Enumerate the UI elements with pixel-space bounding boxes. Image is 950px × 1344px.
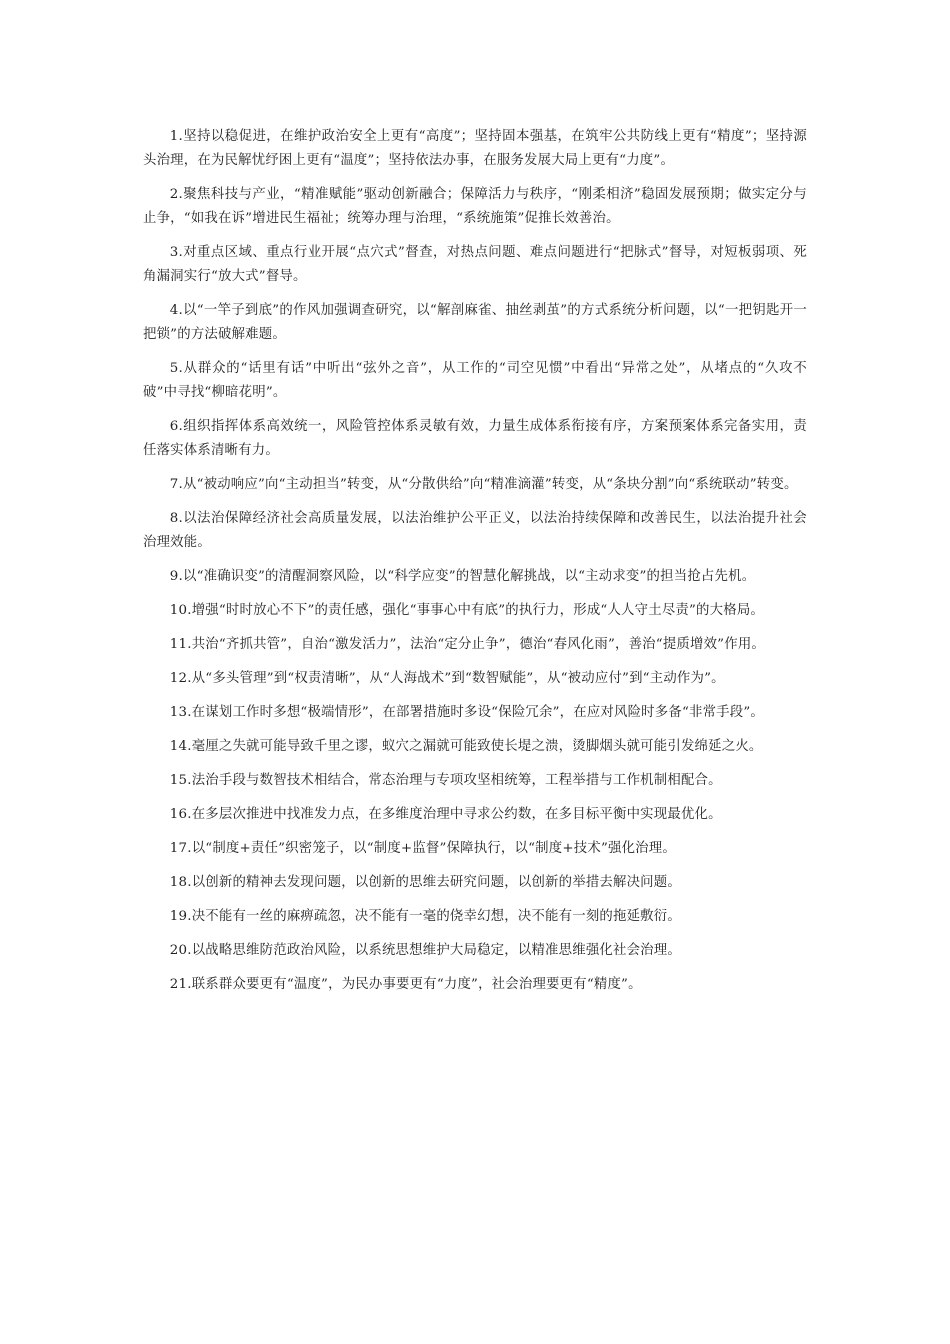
paragraph-4: 4.以“一竿子到底”的作风加强调查研究，以“解剖麻雀、抽丝剥茧”的方式系统分析问题，以“一把钥匙开一把锁”的方法破解难题。 [143, 303, 807, 342]
paragraph-19: 19.决不能有一丝的麻痹疏忽，决不能有一毫的侥幸幻想，决不能有一刻的拖延敷衍。 [169, 909, 681, 924]
paragraph-18: 18.以创新的精神去发现问题，以创新的思维去研究问题，以创新的举措去解决问题。 [169, 875, 681, 890]
document-body [143, 125, 807, 1007]
paragraph-5: 5.从群众的“话里有话”中听出“弦外之音”，从工作的“司空见惯”中看出“异常之处”，从堵点的“久攻不破”中寻找“柳暗花明”。 [143, 361, 807, 400]
paragraph-11: 11.共治“齐抓共管”，自治“激发活力”，法治“定分止争”，德治“春风化雨”，善治“提质增效”作用。 [169, 637, 765, 652]
paragraph-3: 3.对重点区域、重点行业开展“点穴式”督查，对热点问题、难点问题进行“把脉式”督导，对短板弱项、死角漏洞实行“放大式”督导。 [143, 245, 807, 284]
paragraph-16: 16.在多层次推进中找准发力点，在多维度治理中寻求公约数，在多目标平衡中实现最优化。 [169, 807, 722, 822]
paragraph-7: 7.从“被动响应”向“主动担当”转变，从“分散供给”向“精准滴灌”转变，从“条块分割”向“系统联动”转变。 [169, 477, 798, 492]
paragraph-17: 17.以“制度+责任”织密笼子，以“制度+监督”保障执行，以“制度+技术”强化治理。 [169, 841, 676, 856]
paragraph-12: 12.从“多头管理”到“权责清晰”，从“人海战术”到“数智赋能”，从“被动应付”到“主动作为”。 [169, 671, 725, 686]
paragraph-8: 8.以法治保障经济社会高质量发展，以法治维护公平正义，以法治持续保障和改善民生，以法治提升社会治理效能。 [143, 511, 807, 550]
paragraph-21: 21.联系群众要更有“温度”，为民办事要更有“力度”，社会治理要更有“精度”。 [169, 977, 642, 992]
paragraph-13: 13.在谋划工作时多想“极端情形”，在部署措施时多设“保险冗余”，在应对风险时多备“非常手段”。 [169, 705, 764, 720]
paragraph-2: 2.聚焦科技与产业，“精准赋能”驱动创新融合；保障活力与秩序，“刚柔相济”稳固发展预期；做实定分与止争，“如我在诉”增进民生福祉；统筹办理与治理，“系统施策”促推长效善治。 [143, 187, 807, 226]
paragraph-14: 14.毫厘之失就可能导致千里之谬，蚁穴之漏就可能致使长堤之溃，烫脚烟头就可能引发绵延之火。 [169, 739, 763, 754]
paragraph-10: 10.增强“时时放心不下”的责任感，强化“事事心中有底”的执行力，形成“人人守土尽责”的大格局。 [169, 603, 764, 618]
paragraph-1: 1.坚持以稳促进，在维护政治安全上更有“高度”；坚持固本强基，在筑牢公共防线上更有“精度”；坚持源头治理，在为民解忧纾困上更有“温度”；坚持依法办事，在服务发展大局上更有“力度”。 [143, 129, 807, 168]
paragraph-15: 15.法治手段与数智技术相结合，常态治理与专项攻坚相统筹，工程举措与工作机制相配合。 [169, 773, 722, 788]
paragraph-6: 6.组织指挥体系高效统一，风险管控体系灵敏有效，力量生成体系衔接有序，方案预案体系完备实用，责任落实体系清晰有力。 [143, 419, 807, 458]
paragraph-9: 9.以“准确识变”的清醒洞察风险，以“科学应变”的智慧化解挑战，以“主动求变”的担当抢占先机。 [169, 569, 756, 584]
paragraph-20: 20.以战略思维防范政治风险，以系统思想维护大局稳定，以精准思维强化社会治理。 [169, 943, 681, 958]
